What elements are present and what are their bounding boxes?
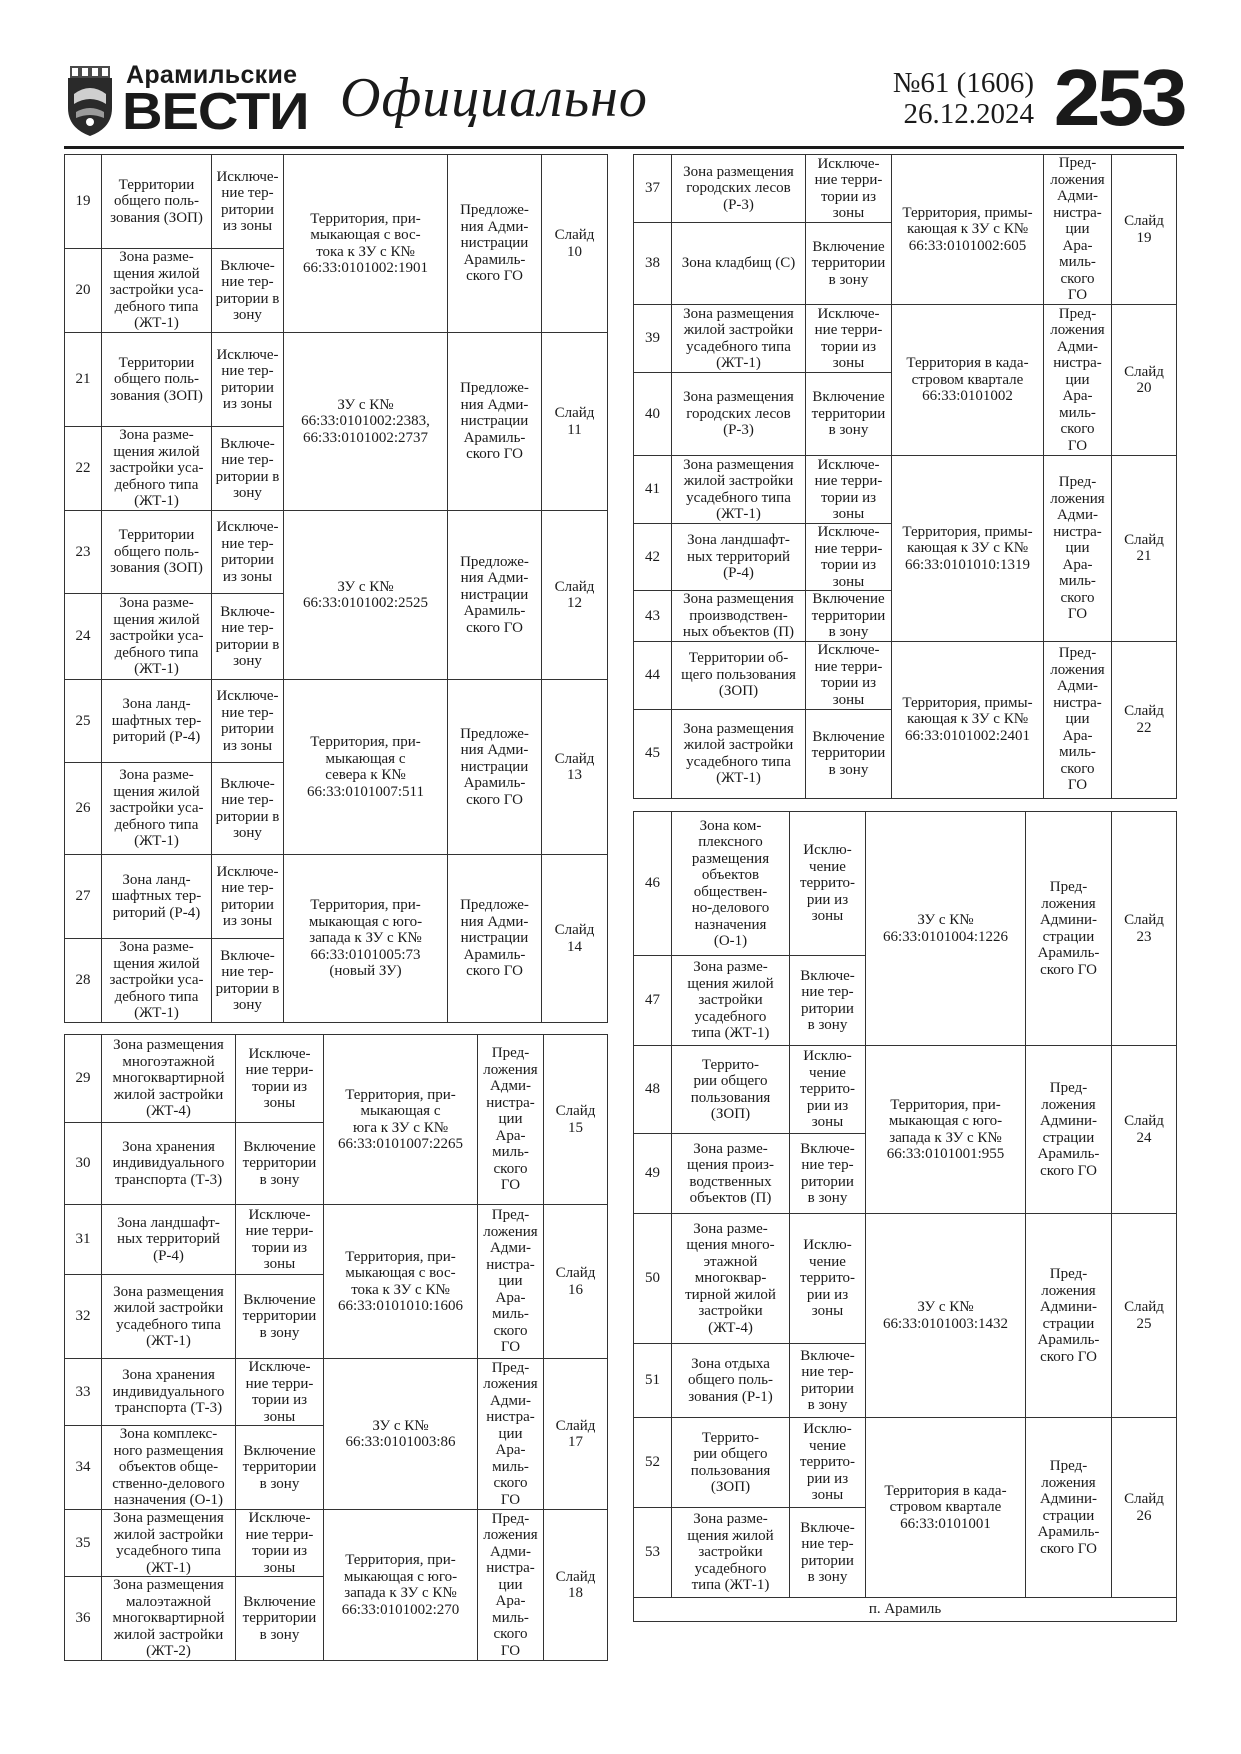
row-number: 34 [65, 1426, 102, 1510]
slide-reference: Слайд 14 [542, 855, 608, 1023]
location-description: ЗУ с К№ 66:33:0101002:2525 [284, 511, 448, 680]
proposal-source: Пред- ложения Админи- страции Арамиль- ского ГО [1026, 1418, 1112, 1598]
zone-name: Зона разме- щения жилой застройки уса- дебного типа (ЖТ-1) [102, 594, 212, 680]
row-number: 41 [634, 456, 672, 524]
proposal-source: Пред- ложения Адми- нистра- ции Ара- миль- ского ГО [1044, 155, 1112, 305]
proposal-source: Пред- ложения Адми- нистра- ции Ара- миль- ского ГО [1044, 305, 1112, 456]
action: Включение территории в зону [236, 1577, 324, 1661]
zone-name: Зона разме- щения жилой застройки уса- дебного типа (ЖТ-1) [102, 763, 212, 855]
action: Включение территории в зону [806, 373, 892, 456]
location-description: Территория, при- мыкающая с юго- запада к ЗУ с К№ 66:33:0101001:955 [866, 1046, 1026, 1214]
action: Включе- ние тер- ритории в зону [212, 249, 284, 333]
location-description: Территория, при- мыкающая с севера к К№ 66:33:0101007:511 [284, 680, 448, 855]
slide-reference: Слайд 19 [1112, 155, 1177, 305]
zone-name: Зона размещения городских лесов (Р-3) [672, 155, 806, 223]
slide-reference: Слайд 16 [544, 1205, 608, 1359]
location-description: ЗУ с К№ 66:33:0101004:1226 [866, 812, 1026, 1046]
row-number: 24 [65, 594, 102, 680]
action: Включение территории в зону [806, 709, 892, 798]
table-row [634, 641, 1177, 709]
zone-name: Зона размещения жилой застройки усадебного типа (ЖТ-1) [102, 1510, 236, 1577]
zone-name: Террито- рии общего пользования (ЗОП) [672, 1418, 790, 1508]
zone-name: Зона разме- щения произ- водственных объектов (П) [672, 1134, 790, 1214]
zone-name: Зона размещения производствен- ных объектов (П) [672, 591, 806, 642]
zone-name: Зона разме- щения жилой застройки усадебного типа (ЖТ-1) [672, 956, 790, 1046]
action: Включение территории в зону [236, 1275, 324, 1359]
row-number: 19 [65, 155, 102, 249]
table-row [65, 680, 608, 763]
row-number: 52 [634, 1418, 672, 1508]
zone-name: Зона ландшафт- ных территорий (Р-4) [102, 1205, 236, 1275]
zone-name: Зона размещения жилой застройки усадебного типа (ЖТ-1) [672, 709, 806, 798]
location-description: Территория, при- мыкающая с юго- запада к ЗУ с К№ 66:33:0101005:73 (новый ЗУ) [284, 855, 448, 1023]
row-number: 33 [65, 1359, 102, 1426]
action: Исклю- чение террито- рии из зоны [790, 812, 866, 956]
zone-name: Зона разме- щения жилой застройки уса- дебного типа (ЖТ-1) [102, 939, 212, 1023]
slide-reference: Слайд 12 [542, 511, 608, 680]
table-row [65, 1035, 608, 1123]
action: Включе- ние тер- ритории в зону [790, 956, 866, 1046]
row-number: 48 [634, 1046, 672, 1134]
action: Исключе- ние терри- тории из зоны [236, 1205, 324, 1275]
row-number: 50 [634, 1214, 672, 1344]
table-row [634, 456, 1177, 524]
row-number: 44 [634, 641, 672, 709]
proposal-source: Пред- ложения Админи- страции Арамиль- ского ГО [1026, 1214, 1112, 1418]
table-row [65, 1205, 608, 1275]
row-number: 25 [65, 680, 102, 763]
proposal-source: Пред- ложения Админи- страции Арамиль- ского ГО [1026, 1046, 1112, 1214]
masthead [64, 53, 1184, 146]
slide-reference: Слайд 25 [1112, 1214, 1177, 1418]
row-number: 28 [65, 939, 102, 1023]
zone-name: Зона хранения индивидуального транспорта (Т-3) [102, 1123, 236, 1205]
row-number: 26 [65, 763, 102, 855]
action: Исклю- чение террито- рии из зоны [790, 1418, 866, 1508]
table-footer-row [634, 1598, 1177, 1622]
zone-name: Территории общего поль- зования (ЗОП) [102, 511, 212, 594]
header-rule [64, 146, 1184, 149]
zone-name: Зона кладбищ (С) [672, 223, 806, 305]
row-number: 45 [634, 709, 672, 798]
proposal-source: Предложе- ния Адми- нистрации Арамиль- ского ГО [448, 680, 542, 855]
zone-name: Зона разме- щения жилой застройки уса- дебного типа (ЖТ-1) [102, 249, 212, 333]
proposal-source: Пред- ложения Адми- нистра- ции Ара- миль- ского ГО [478, 1510, 544, 1661]
action: Включение территории в зону [236, 1123, 324, 1205]
table-row [65, 1510, 608, 1577]
location-description: Территория, примы- кающая к ЗУ с К№ 66:33:0101002:605 [892, 155, 1044, 305]
slide-reference: Слайд 15 [544, 1035, 608, 1205]
location-description: Территория, примы- кающая к ЗУ с К№ 66:33:0101010:1319 [892, 456, 1044, 642]
section-title: Официально [340, 67, 648, 129]
action: Исключе- ние терри- тории из зоны [806, 641, 892, 709]
zone-name: Зона размещения жилой застройки усадебного типа (ЖТ-1) [672, 456, 806, 524]
action: Включе- ние тер- ритории в зону [212, 939, 284, 1023]
location-description: ЗУ с К№ 66:33:0101002:2383, 66:33:0101002:2737 [284, 333, 448, 511]
zone-name: Террито- рии общего пользования (ЗОП) [672, 1046, 790, 1134]
zone-name: Зона разме- щения жилой застройки уса- дебного типа (ЖТ-1) [102, 427, 212, 511]
coat-of-arms-icon [64, 64, 116, 138]
row-number: 27 [65, 855, 102, 939]
row-number: 36 [65, 1577, 102, 1661]
zone-name: Зона ком- плексного размещения объектов обществен- но-делового назначения (О-1) [672, 812, 790, 956]
row-number: 31 [65, 1205, 102, 1275]
newspaper-logo [64, 61, 309, 141]
table-row [634, 305, 1177, 373]
row-number: 30 [65, 1123, 102, 1205]
row-number: 40 [634, 373, 672, 456]
action: Исключе- ние тер- ритории из зоны [212, 680, 284, 763]
row-number: 22 [65, 427, 102, 511]
proposal-source: Пред- ложения Адми- нистра- ции Ара- миль- ского ГО [478, 1359, 544, 1510]
proposal-source: Пред- ложения Адми- нистра- ции Ара- миль- ского ГО [1044, 641, 1112, 798]
table-row [634, 812, 1177, 956]
row-number: 53 [634, 1508, 672, 1598]
zone-name: Зона размещения жилой застройки усадебного типа (ЖТ-1) [102, 1275, 236, 1359]
table-row [65, 855, 608, 939]
issue-info [893, 68, 1034, 130]
action: Включе- ние тер- ритории в зону [790, 1134, 866, 1214]
settlement-name: п. Арамиль [634, 1598, 1177, 1622]
action: Исключе- ние тер- ритории из зоны [212, 155, 284, 249]
action: Исключе- ние тер- ритории из зоны [212, 333, 284, 427]
action: Включение территории в зону [236, 1426, 324, 1510]
zones-table-b [64, 1034, 608, 1661]
table-row [634, 1046, 1177, 1134]
zone-name: Зона отдыха общего поль- зования (Р-1) [672, 1344, 790, 1418]
action: Исключе- ние терри- тории из зоны [236, 1035, 324, 1123]
row-number: 38 [634, 223, 672, 305]
zone-name: Зона хранения индивидуального транспорта (Т-3) [102, 1359, 236, 1426]
proposal-source: Пред- ложения Адми- нистра- ции Ара- миль- ского ГО [478, 1205, 544, 1359]
zone-name: Зона разме- щения жилой застройки усадебного типа (ЖТ-1) [672, 1508, 790, 1598]
action: Исклю- чение террито- рии из зоны [790, 1046, 866, 1134]
action: Включе- ние тер- ритории в зону [790, 1344, 866, 1418]
row-number: 35 [65, 1510, 102, 1577]
location-description: ЗУ с К№ 66:33:0101003:86 [324, 1359, 478, 1510]
table-row [634, 1418, 1177, 1508]
row-number: 39 [634, 305, 672, 373]
zone-name: Зона размещения жилой застройки усадебного типа (ЖТ-1) [672, 305, 806, 373]
slide-reference: Слайд 17 [544, 1359, 608, 1510]
action: Исключе- ние тер- ритории из зоны [212, 511, 284, 594]
location-description: Территория, при- мыкающая с вос- тока к ЗУ с К№ 66:33:0101010:1606 [324, 1205, 478, 1359]
zone-name: Зона ландшафт- ных территорий (Р-4) [672, 524, 806, 591]
zone-name: Зона комплекс- ного размещения объектов обще- ственно-делового назначения (О-1) [102, 1426, 236, 1510]
zones-table-c [633, 154, 1177, 799]
zones-table-d [633, 811, 1177, 1622]
action: Включе- ние тер- ритории в зону [212, 427, 284, 511]
proposal-source: Предложе- ния Адми- нистрации Арамиль- ского ГО [448, 333, 542, 511]
row-number: 23 [65, 511, 102, 594]
location-description: ЗУ с К№ 66:33:0101003:1432 [866, 1214, 1026, 1418]
logo-title: ВЕСТИ [122, 83, 309, 141]
table-row [65, 155, 608, 249]
proposal-source: Пред- ложения Адми- нистра- ции Ара- миль- ского ГО [1044, 456, 1112, 642]
zone-name: Территории общего поль- зования (ЗОП) [102, 333, 212, 427]
row-number: 43 [634, 591, 672, 642]
action: Исклю- чение террито- рии из зоны [790, 1214, 866, 1344]
slide-reference: Слайд 22 [1112, 641, 1177, 798]
slide-reference: Слайд 13 [542, 680, 608, 855]
location-description: Территория, при- мыкающая с юго- запада к ЗУ с К№ 66:33:0101002:270 [324, 1510, 478, 1661]
table-row [634, 1214, 1177, 1344]
table-row [634, 155, 1177, 223]
row-number: 51 [634, 1344, 672, 1418]
table-row [65, 1359, 608, 1426]
row-number: 47 [634, 956, 672, 1046]
slide-reference: Слайд 23 [1112, 812, 1177, 1046]
logo-subtitle: Арамильские [126, 61, 298, 89]
location-description: Территория, при- мыкающая с юга к ЗУ с К№ 66:33:0101007:2265 [324, 1035, 478, 1205]
zone-name: Зона ланд- шафтных тер- риторий (Р-4) [102, 855, 212, 939]
issue-number: №61 (1606) [892, 67, 1034, 99]
action: Исключе- ние тер- ритории из зоны [212, 855, 284, 939]
action: Исключе- ние терри- тории из зоны [806, 524, 892, 591]
zone-name: Зона ланд- шафтных тер- риторий (Р-4) [102, 680, 212, 763]
proposal-source: Предложе- ния Адми- нистрации Арамиль- ского ГО [448, 855, 542, 1023]
slide-reference: Слайд 21 [1112, 456, 1177, 642]
proposal-source: Предложе- ния Адми- нистрации Арамиль- ского ГО [448, 155, 542, 333]
row-number: 29 [65, 1035, 102, 1123]
row-number: 46 [634, 812, 672, 956]
action: Исключе- ние терри- тории из зоны [236, 1359, 324, 1426]
location-description: Территория, примы- кающая к ЗУ с К№ 66:33:0101002:2401 [892, 641, 1044, 798]
page-number: 253 [1053, 53, 1184, 142]
zone-name: Зона размещения малоэтажной многоквартирной жилой застройки (ЖТ-2) [102, 1577, 236, 1661]
location-description: Территория в када- стровом квартале 66:33:0101001 [866, 1418, 1026, 1598]
location-description: Территория в када- стровом квартале 66:33:0101002 [892, 305, 1044, 456]
action: Исключе- ние терри- тории из зоны [806, 456, 892, 524]
row-number: 42 [634, 524, 672, 591]
slide-reference: Слайд 24 [1112, 1046, 1177, 1214]
table-row [65, 511, 608, 594]
slide-reference: Слайд 18 [544, 1510, 608, 1661]
slide-reference: Слайд 11 [542, 333, 608, 511]
proposal-source: Пред- ложения Админи- страции Арамиль- ского ГО [1026, 812, 1112, 1046]
row-number: 37 [634, 155, 672, 223]
action: Включение территории в зону [806, 223, 892, 305]
zone-name: Зона размещения городских лесов (Р-3) [672, 373, 806, 456]
slide-reference: Слайд 10 [542, 155, 608, 333]
action: Включе- ние тер- ритории в зону [212, 763, 284, 855]
location-description: Территория, при- мыкающая с вос- тока к ЗУ с К№ 66:33:0101002:1901 [284, 155, 448, 333]
action: Исключе- ние терри- тории из зоны [806, 155, 892, 223]
issue-date: 26.12.2024 [903, 98, 1034, 130]
row-number: 49 [634, 1134, 672, 1214]
row-number: 20 [65, 249, 102, 333]
action: Включе- ние тер- ритории в зону [790, 1508, 866, 1598]
zones-table-a [64, 154, 608, 1023]
zone-name: Зона размещения многоэтажной многоквартирной жилой застройки (ЖТ-4) [102, 1035, 236, 1123]
action: Включе- ние тер- ритории в зону [212, 594, 284, 680]
slide-reference: Слайд 20 [1112, 305, 1177, 456]
table-row [65, 333, 608, 427]
proposal-source: Предложе- ния Адми- нистрации Арамиль- ского ГО [448, 511, 542, 680]
slide-reference: Слайд 26 [1112, 1418, 1177, 1598]
row-number: 32 [65, 1275, 102, 1359]
row-number: 21 [65, 333, 102, 427]
action: Включение территории в зону [806, 591, 892, 642]
action: Исключе- ние терри- тории из зоны [236, 1510, 324, 1577]
zone-name: Территории об- щего пользования (ЗОП) [672, 641, 806, 709]
zone-name: Зона разме- щения много- этажной многоквар- тирной жилой застройки (ЖТ-4) [672, 1214, 790, 1344]
proposal-source: Пред- ложения Адми- нистра- ции Ара- миль- ского ГО [478, 1035, 544, 1205]
action: Исключе- ние терри- тории из зоны [806, 305, 892, 373]
zone-name: Территории общего поль- зования (ЗОП) [102, 155, 212, 249]
